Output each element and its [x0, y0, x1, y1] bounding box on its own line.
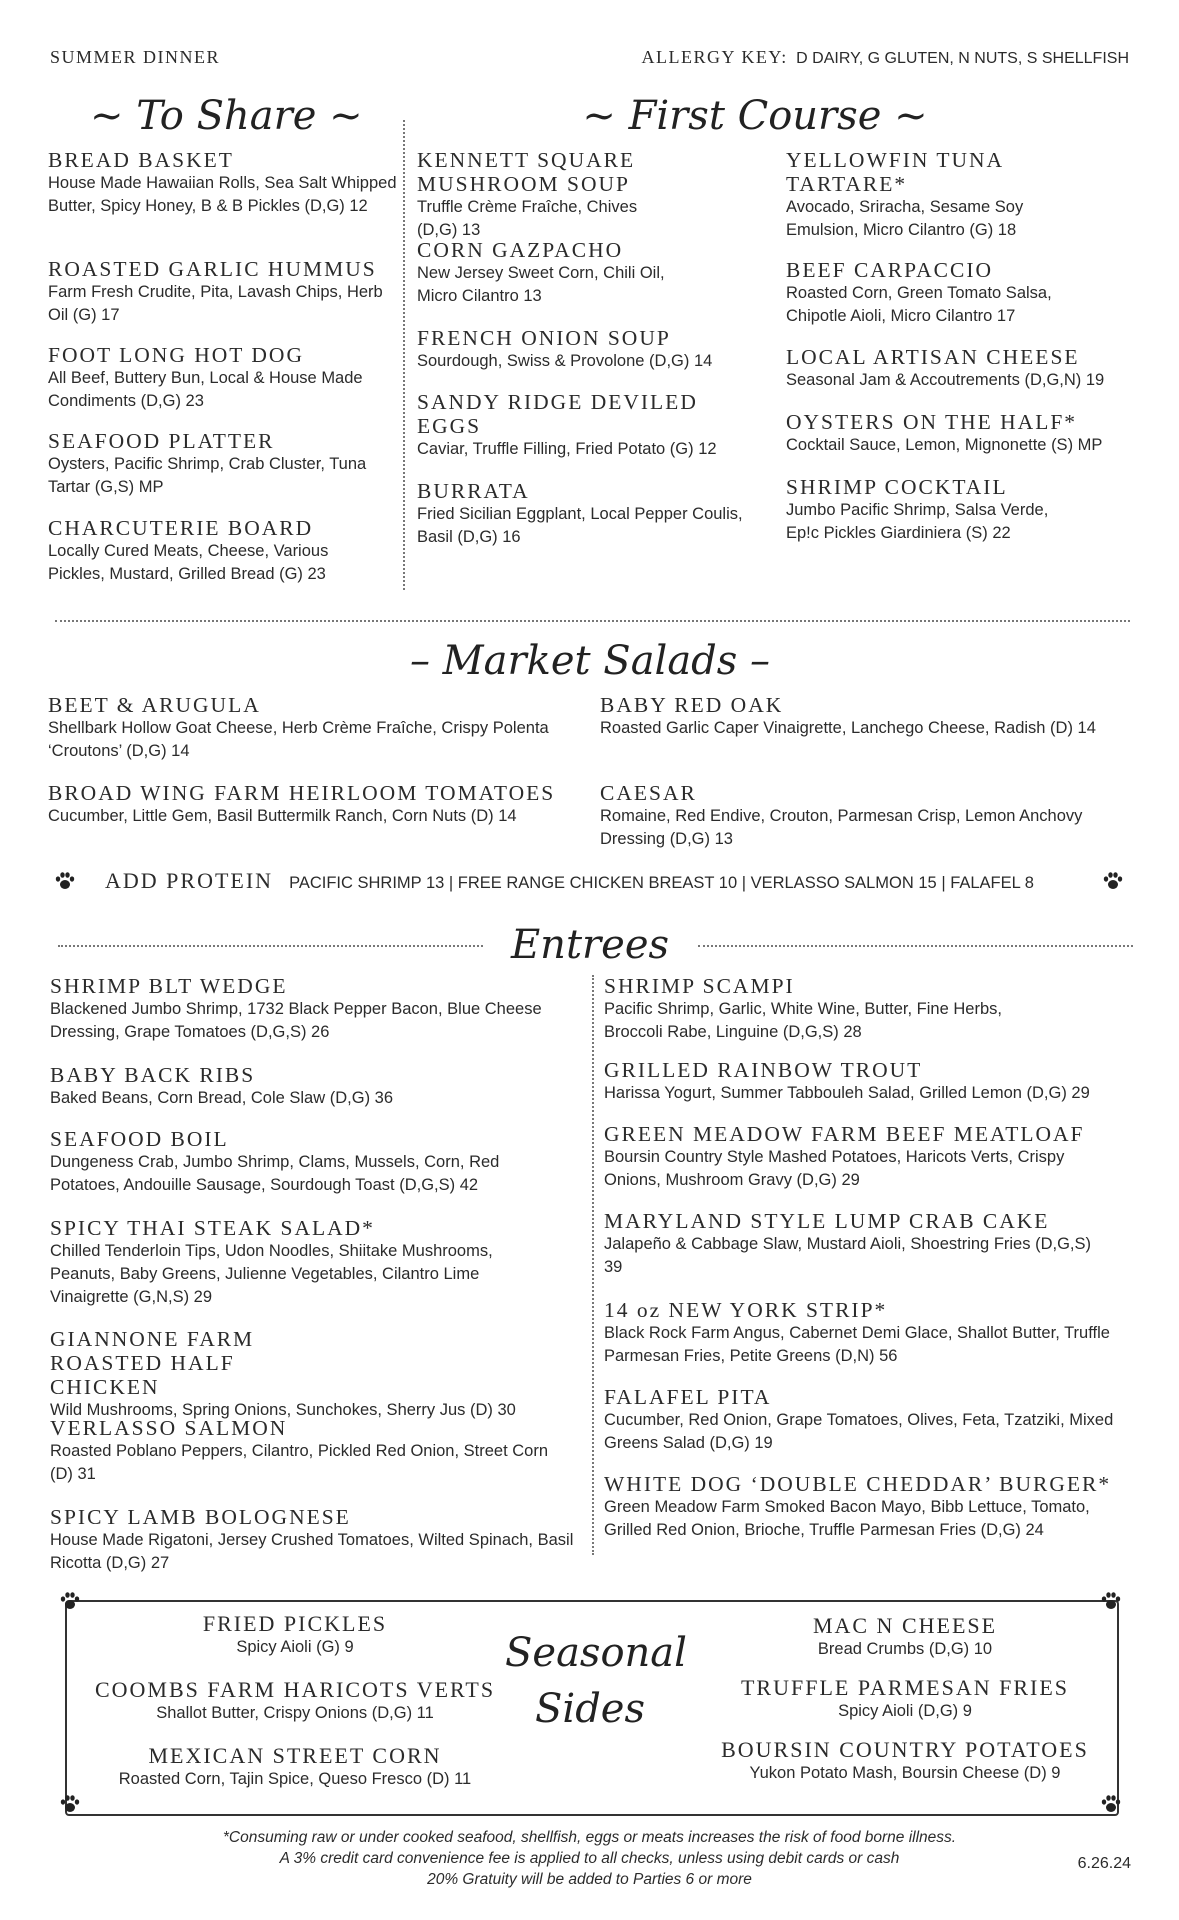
item-desc: Spicy Aioli (D,G) 9: [838, 1702, 972, 1720]
menu-item: [48, 516, 368, 586]
item-desc: Pacific Shrimp, Garlic, White Wine, Butter, Fine Herbs, Broccoli Rabe, Linguine (D,G,S) 28: [604, 1000, 1002, 1041]
item-name: FRENCH ONION SOUP: [417, 326, 671, 350]
section-title-first-course: ~ First Course ~: [582, 93, 928, 139]
item-name: BURRATA: [417, 479, 530, 503]
item-desc: Romaine, Red Endive, Crouton, Parmesan Crisp, Lemon Anchovy Dressing (D,G) 13: [600, 807, 1083, 848]
allergy-key-label: ALLERGY KEY:: [641, 47, 788, 67]
add-protein-row: [105, 868, 1034, 894]
item-name: SEAFOOD PLATTER: [48, 429, 275, 453]
menu-item: [604, 1472, 1124, 1542]
menu-item: [786, 148, 1046, 242]
item-desc: Seasonal Jam & Accoutrements (D,G,N) 19: [786, 371, 1105, 389]
menu-item: [786, 475, 1076, 545]
item-desc: Caviar, Truffle Filling, Fried Potato (G) 12: [417, 440, 717, 458]
menu-item: [417, 238, 707, 308]
divider-entrees-left: [58, 945, 483, 947]
item-desc: Roasted Corn, Green Tomato Salsa, Chipotle Aioli, Micro Cilantro 17: [786, 284, 1052, 325]
item-name: SPICY THAI STEAK SALAD*: [50, 1216, 375, 1240]
side-item: [690, 1738, 1120, 1785]
menu-item: [50, 1505, 575, 1575]
side-item: [80, 1744, 510, 1791]
section-title-seasonal: Seasonal: [505, 1630, 687, 1676]
menu-item: [48, 343, 398, 413]
paw-icon: [1101, 1592, 1121, 1610]
menu-item: [417, 326, 767, 373]
menu-title: SUMMER DINNER: [50, 47, 221, 67]
section-title-to-share: ~ To Share ~: [90, 93, 363, 139]
menu-item: [48, 148, 398, 218]
side-item: [690, 1676, 1120, 1723]
item-desc: Boursin Country Style Mashed Potatoes, Haricots Verts, Crispy Onions, Mushroom Gravy (D,G) 29: [604, 1148, 1065, 1189]
menu-item: [786, 258, 1086, 328]
item-desc: Wild Mushrooms, Spring Onions, Sunchokes, Sherry Jus (D) 30: [50, 1401, 516, 1419]
item-name: SPICY LAMB BOLOGNESE: [50, 1505, 351, 1529]
section-title-market-salads: – Market Salads –: [409, 638, 771, 684]
item-name: MAC N CHEESE: [812, 1613, 998, 1638]
item-name: BOURSIN COUNTRY POTATOES: [721, 1737, 1089, 1762]
item-name: SANDY RIDGE DEVILED EGGS: [417, 390, 698, 438]
menu-item: [604, 974, 1064, 1044]
item-desc: Green Meadow Farm Smoked Bacon Mayo, Bibb Lettuce, Tomato, Grilled Red Onion, Brioche, Truffle Parmesan Fries (D,G) 24: [604, 1498, 1090, 1539]
item-name: SHRIMP COCKTAIL: [786, 475, 1008, 499]
footer-notes: [0, 1827, 1179, 1890]
item-name: GREEN MEADOW FARM BEEF MEATLOAF: [604, 1122, 1085, 1146]
footer-line-credit-fee: A 3% credit card convenience fee is applied to all checks, unless using debit cards or cash: [279, 1850, 900, 1867]
item-desc: Cocktail Sauce, Lemon, Mignonette (S) MP: [786, 436, 1103, 454]
item-name: ROASTED GARLIC HUMMUS: [48, 257, 377, 281]
menu-item: [600, 781, 1120, 851]
footer-line-raw-food: *Consuming raw or under cooked seafood, shellfish, eggs or meats increases the risk of food borne illness.: [222, 1829, 957, 1846]
item-desc: All Beef, Buttery Bun, Local & House Made Condiments (D,G) 23: [48, 369, 363, 410]
item-desc: House Made Hawaiian Rolls, Sea Salt Whipped Butter, Spicy Honey, B & B Pickles (D,G) 12: [48, 174, 397, 215]
item-name: BEEF CARPACCIO: [786, 258, 994, 282]
item-desc: Spicy Aioli (G) 9: [236, 1638, 354, 1656]
item-name: COOMBS FARM HARICOTS VERTS: [94, 1677, 496, 1702]
item-desc: New Jersey Sweet Corn, Chili Oil, Micro Cilantro 13: [417, 264, 665, 305]
paw-icon: [1103, 872, 1123, 890]
divider-entrees-right: [698, 945, 1133, 947]
item-name: VERLASSO SALMON: [50, 1416, 288, 1440]
item-name: FRIED PICKLES: [202, 1611, 388, 1636]
item-name: CORN GAZPACHO: [417, 238, 624, 262]
side-item: [80, 1612, 510, 1659]
menu-item: [50, 1327, 516, 1422]
menu-item: [417, 390, 737, 461]
item-desc: House Made Rigatoni, Jersey Crushed Tomatoes, Wilted Spinach, Basil Ricotta (D,G) 27: [50, 1531, 574, 1572]
item-name: 14 oz NEW YORK STRIP*: [604, 1298, 888, 1322]
item-desc: Truffle Crème Fraîche, Chives (D,G) 13: [417, 198, 638, 239]
menu-item: [50, 1416, 550, 1486]
paw-icon: [55, 872, 75, 890]
item-name: BABY RED OAK: [600, 693, 784, 717]
item-desc: Cucumber, Red Onion, Grape Tomatoes, Olives, Feta, Tzatziki, Mixed Greens Salad (D,G) 19: [604, 1411, 1114, 1452]
item-desc: Sourdough, Swiss & Provolone (D,G) 14: [417, 352, 713, 370]
item-name: TRUFFLE PARMESAN FRIES: [740, 1675, 1070, 1700]
menu-item: [604, 1058, 1144, 1105]
side-item: [690, 1614, 1120, 1661]
menu-item: [50, 1063, 585, 1110]
item-desc: Shellbark Hollow Goat Cheese, Herb Crème Fraîche, Crispy Polenta ‘Croutons’ (D,G) 14: [48, 719, 549, 760]
allergy-key-text: D DAIRY, G GLUTEN, N NUTS, S SHELLFISH: [796, 50, 1129, 67]
item-desc: Shallot Butter, Crispy Onions (D,G) 11: [156, 1704, 434, 1722]
menu-item: [604, 1122, 1124, 1192]
menu-date: 6.26.24: [1077, 1855, 1131, 1872]
item-desc: Avocado, Sriracha, Sesame Soy Emulsion, Micro Cilantro (G) 18: [786, 198, 1024, 239]
item-name: KENNETT SQUARE MUSHROOM SOUP: [417, 148, 636, 196]
menu-item: [50, 1216, 540, 1309]
item-name: FOOT LONG HOT DOG: [48, 343, 304, 367]
item-name: BABY BACK RIBS: [50, 1063, 256, 1087]
menu-item: [604, 1298, 1114, 1368]
menu-item: [50, 1127, 550, 1197]
item-desc: Yukon Potato Mash, Boursin Cheese (D) 9: [749, 1764, 1061, 1782]
paw-icon: [1101, 1795, 1121, 1813]
menu-item: [417, 148, 657, 242]
item-desc: Fried Sicilian Eggplant, Local Pepper Coulis, Basil (D,G) 16: [417, 505, 743, 546]
paw-icon: [60, 1795, 80, 1813]
item-desc: Cucumber, Little Gem, Basil Buttermilk Ranch, Corn Nuts (D) 14: [48, 807, 517, 825]
menu-item: [600, 693, 1120, 740]
item-name: BEET & ARUGULA: [48, 693, 261, 717]
item-desc: Jalapeño & Cabbage Slaw, Mustard Aioli, Shoestring Fries (D,G,S) 39: [604, 1235, 1091, 1276]
item-name: MEXICAN STREET CORN: [148, 1743, 442, 1768]
item-name: GRILLED RAINBOW TROUT: [604, 1058, 923, 1082]
section-title-sides: Sides: [535, 1686, 645, 1732]
menu-item: [417, 479, 777, 549]
menu-item: [50, 974, 585, 1044]
divider-horizontal: [55, 620, 1130, 622]
item-name: CHARCUTERIE BOARD: [48, 516, 314, 540]
item-name: MARYLAND STYLE LUMP CRAB CAKE: [604, 1209, 1050, 1233]
section-title-entrees: Entrees: [510, 922, 670, 968]
menu-item: [786, 410, 1146, 457]
item-name: OYSTERS ON THE HALF*: [786, 410, 1078, 434]
item-name: CAESAR: [600, 781, 697, 805]
item-desc: Farm Fresh Crudite, Pita, Lavash Chips, Herb Oil (G) 17: [48, 283, 383, 324]
item-desc: Bread Crumbs (D,G) 10: [817, 1640, 993, 1658]
item-desc: Roasted Garlic Caper Vinaigrette, Lanchego Cheese, Radish (D) 14: [600, 719, 1096, 737]
item-desc: Roasted Corn, Tajin Spice, Queso Fresco (D) 11: [118, 1770, 472, 1788]
item-name: GIANNONE FARM ROASTED HALF CHICKEN: [50, 1327, 255, 1399]
menu-item: [604, 1385, 1114, 1455]
menu-item: [786, 345, 1146, 392]
item-desc: Dungeness Crab, Jumbo Shrimp, Clams, Mussels, Corn, Red Potatoes, Andouille Sausage, Sourdough Toast (D,G,S) 42: [50, 1153, 500, 1194]
menu-item: [48, 429, 368, 499]
item-desc: Jumbo Pacific Shrimp, Salsa Verde, Ep!c Pickles Giardiniera (S) 22: [786, 501, 1049, 542]
item-name: BROAD WING FARM HEIRLOOM TOMATOES: [48, 781, 556, 805]
item-desc: Baked Beans, Corn Bread, Cole Slaw (D,G) 36: [50, 1089, 393, 1107]
item-desc: Chilled Tenderloin Tips, Udon Noodles, Shiitake Mushrooms, Peanuts, Baby Greens, Julienne Vegetables, Cilantro Lime Vinaigrette (G,N,S) 29: [50, 1242, 493, 1306]
allergy-key: [642, 47, 1129, 68]
item-desc: Oysters, Pacific Shrimp, Crab Cluster, Tuna Tartar (G,S) MP: [48, 455, 367, 496]
menu-item: [48, 257, 398, 327]
item-name: WHITE DOG ‘DOUBLE CHEDDAR’ BURGER*: [604, 1472, 1112, 1496]
footer-line-gratuity: 20% Gratuity will be added to Parties 6 or more: [427, 1871, 752, 1888]
divider-top-vertical: [403, 120, 405, 590]
item-name: BREAD BASKET: [48, 148, 234, 172]
add-protein-label: ADD PROTEIN: [105, 868, 274, 893]
item-name: LOCAL ARTISAN CHEESE: [786, 345, 1080, 369]
item-desc: Blackened Jumbo Shrimp, 1732 Black Pepper Bacon, Blue Cheese Dressing, Grape Tomatoes (D,G,S) 26: [50, 1000, 542, 1041]
item-name: SHRIMP SCAMPI: [604, 974, 795, 998]
menu-item: [48, 781, 608, 828]
item-name: SEAFOOD BOIL: [50, 1127, 229, 1151]
side-item: [80, 1678, 510, 1725]
item-name: FALAFEL PITA: [604, 1385, 772, 1409]
menu-item: [48, 693, 588, 763]
item-desc: Harissa Yogurt, Summer Tabbouleh Salad, Grilled Lemon (D,G) 29: [604, 1084, 1090, 1102]
item-desc: Roasted Poblano Peppers, Cilantro, Pickled Red Onion, Street Corn (D) 31: [50, 1442, 549, 1483]
divider-entrees-vertical: [592, 975, 594, 1555]
add-protein-options: PACIFIC SHRIMP 13 | FREE RANGE CHICKEN BREAST 10 | VERLASSO SALMON 15 | FALAFEL 8: [289, 874, 1034, 892]
item-desc: Locally Cured Meats, Cheese, Various Pickles, Mustard, Grilled Bread (G) 23: [48, 542, 329, 583]
item-name: SHRIMP BLT WEDGE: [50, 974, 288, 998]
paw-icon: [60, 1592, 80, 1610]
item-name: YELLOWFIN TUNA TARTARE*: [786, 148, 1003, 196]
item-desc: Black Rock Farm Angus, Cabernet Demi Glace, Shallot Butter, Truffle Parmesan Fries, Petite Greens (D,N) 56: [604, 1324, 1110, 1365]
menu-item: [604, 1209, 1124, 1279]
